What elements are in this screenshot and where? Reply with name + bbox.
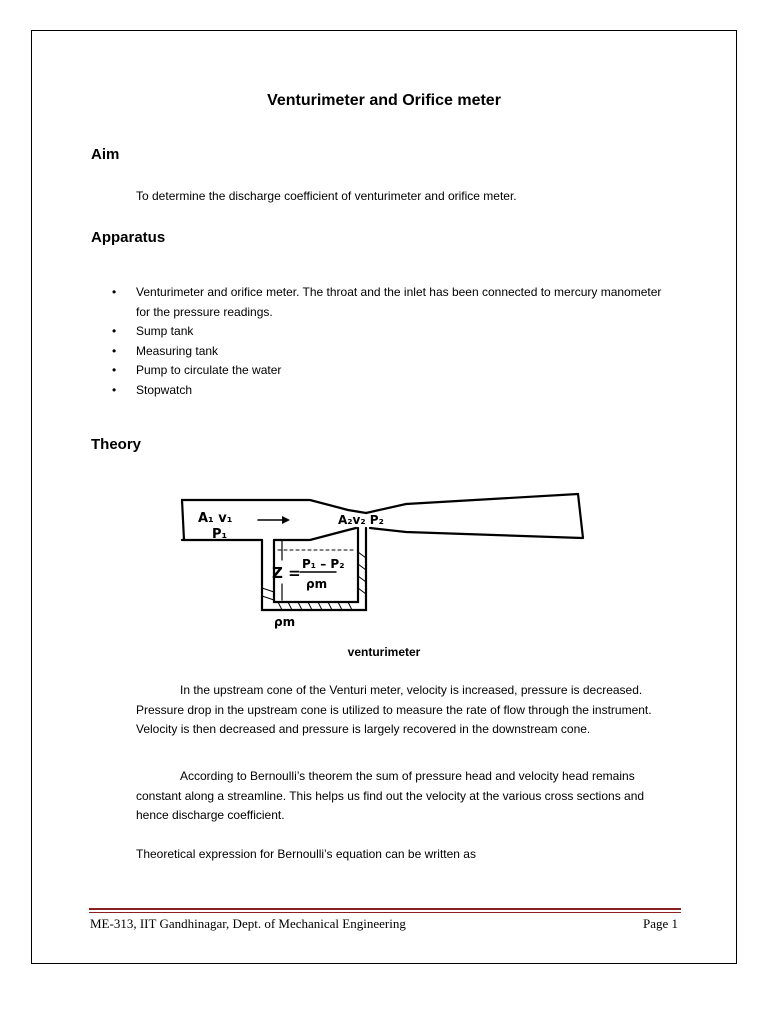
label-fluid: ρm <box>274 615 296 629</box>
theory-paragraph-3: Theoretical expression for Bernoulli’s equation can be written as <box>136 847 476 861</box>
flow-arrow-head <box>282 516 290 524</box>
apparatus-list <box>112 283 672 400</box>
apparatus-item: • Stopwatch <box>112 381 672 401</box>
apparatus-heading: Apparatus <box>91 229 166 246</box>
label-numerator: P₁ – P₂ <box>302 557 345 571</box>
figure-caption: venturimeter <box>347 645 421 659</box>
apparatus-item: • Sump tank <box>112 322 672 342</box>
theory-paragraph-1: In the upstream cone of the Venturi meter, velocity is increased, pressure is decreased. Pressure drop in the upstream cone is utilized to measure the rate of flow through the instrument. Velocity is then decreased and pressure is largely recovered in the downstream cone. <box>136 683 652 736</box>
theory-heading: Theory <box>91 436 142 453</box>
label-throat: A₂v₂ P₂ <box>338 513 384 527</box>
label-denominator: ρm <box>306 577 328 591</box>
outlet-end <box>578 494 583 538</box>
aim-text: To determine the discharge coefficient of venturimeter and orifice meter. <box>136 189 517 203</box>
footer-rule-thin <box>89 912 681 913</box>
theory-paragraph-2: According to Bernoulli’s theorem the sum of pressure head and velocity head remains constant along a streamline. This helps us find out the velocity at the various cross sections and hence discharge coefficient. <box>136 769 645 822</box>
page-title: Venturimeter and Orifice meter <box>267 92 501 109</box>
label-inlet: A₁ v₁ <box>198 511 233 526</box>
label-inlet-pressure: P₁ <box>212 527 228 542</box>
apparatus-item: • Pump to circulate the water <box>112 361 672 381</box>
apparatus-item: • Venturimeter and orifice meter. The throat and the inlet has been connected to mercury manometer for the pressure readings. <box>112 283 672 322</box>
footer-rule <box>89 908 681 910</box>
inlet-end <box>182 500 184 540</box>
apparatus-item: • Measuring tank <box>112 342 672 362</box>
inlet-bottom-wall-right <box>274 528 356 540</box>
label-z: Z = <box>272 564 301 582</box>
diffuser-bottom-wall <box>370 528 582 538</box>
page-number: Page 1 <box>642 916 678 931</box>
aim-heading: Aim <box>91 146 120 163</box>
venturimeter-diagram <box>178 488 590 638</box>
diffuser-top-wall <box>366 494 578 513</box>
footer-course: ME-313, IIT Gandhinagar, Dept. of Mechanical Engineering <box>90 916 406 931</box>
